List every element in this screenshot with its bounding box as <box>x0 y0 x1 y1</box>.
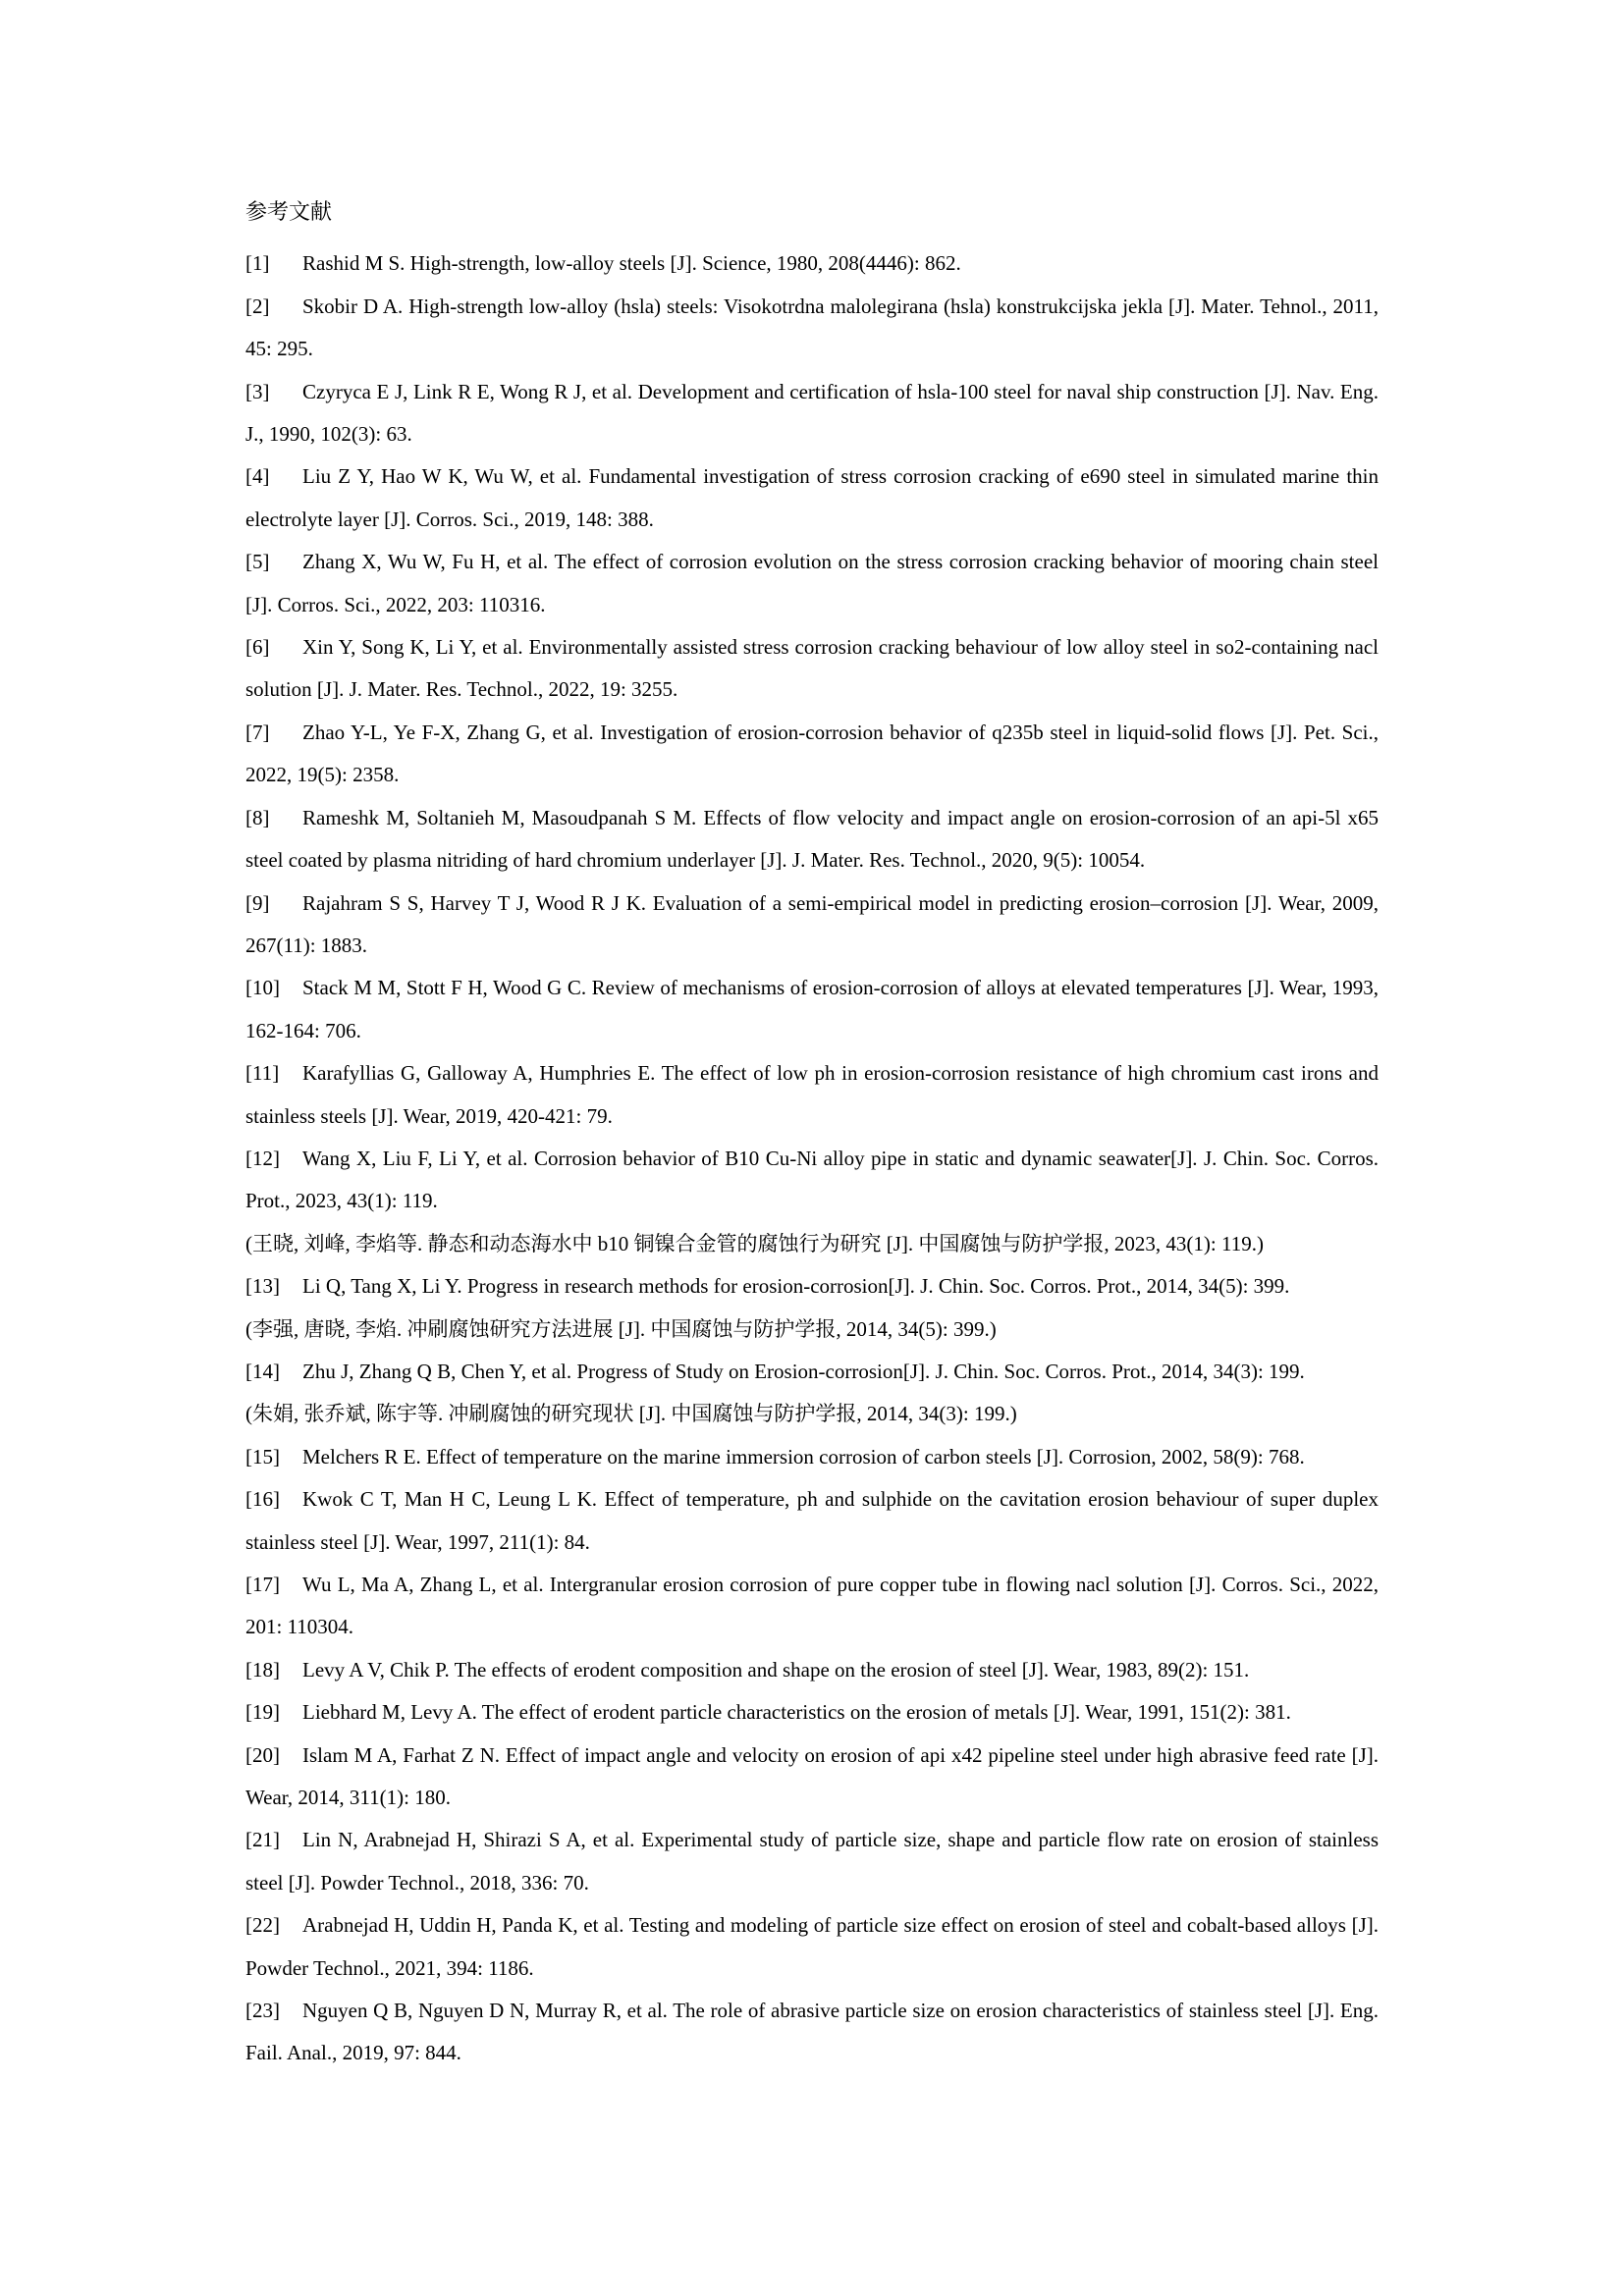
reference-chinese-text: (李强, 唐晓, 李焰. 冲刷腐蚀研究方法进展 [J]. 中国腐蚀与防护学报, 2014, 34(5): 399.) <box>245 1316 997 1341</box>
reference-list <box>245 242 1379 2074</box>
reference-text: Nguyen Q B, Nguyen D N, Murray R, et al. The role of abrasive particle size on erosion characteristics of stainless steel [J]. Eng. Fail. Anal., 2019, 97: 844. <box>245 1999 1379 2065</box>
reference-line <box>245 712 1379 797</box>
reference-entry <box>245 882 1379 968</box>
reference-text: Arabnejad H, Uddin H, Panda K, et al. Testing and modeling of particle size effect on erosion of steel and cobalt-based alloys [J]. Powder Technol., 2021, 394: 1186. <box>245 1913 1379 1980</box>
reference-line <box>245 1819 1379 1904</box>
reference-entry <box>245 242 1379 285</box>
reference-number: [2] <box>245 294 270 318</box>
reference-line <box>245 1990 1379 2075</box>
reference-text: Zhang X, Wu W, Fu H, et al. The effect of corrosion evolution on the stress corrosion cracking behavior of mooring chain steel [J]. Corros. Sci., 2022, 203: 110316. <box>245 550 1379 616</box>
reference-entry <box>245 1138 1379 1265</box>
reference-number: [21] <box>245 1828 280 1852</box>
reference-entry <box>245 1265 1379 1351</box>
reference-line <box>245 626 1379 712</box>
reference-line <box>245 1052 1379 1138</box>
reference-text: Liebhard M, Levy A. The effect of erodent particle characteristics on the erosion of metals [J]. Wear, 1991, 151(2): 381. <box>302 1700 1291 1725</box>
reference-entry <box>245 1351 1379 1436</box>
reference-line <box>245 1351 1379 1393</box>
reference-entry <box>245 371 1379 456</box>
reference-text: Xin Y, Song K, Li Y, et al. Environmentally assisted stress corrosion cracking behaviour of low alloy steel in so2-containing nacl solution [J]. J. Mater. Res. Technol., 2022, 19: 3255. <box>245 635 1379 702</box>
reference-line <box>245 1265 1379 1308</box>
reference-entry <box>245 626 1379 712</box>
reference-entry <box>245 1990 1379 2075</box>
reference-number: [3] <box>245 379 270 403</box>
reference-entry <box>245 712 1379 797</box>
reference-entry <box>245 1478 1379 1564</box>
reference-line <box>245 1735 1379 1820</box>
reference-number: [22] <box>245 1913 280 1938</box>
reference-chinese-text: (朱娟, 张乔斌, 陈宇等. 冲刷腐蚀的研究现状 [J]. 中国腐蚀与防护学报, 2014, 34(3): 199.) <box>245 1402 1017 1426</box>
reference-number: [11] <box>245 1061 280 1086</box>
reference-number: [8] <box>245 805 270 829</box>
reference-entry <box>245 455 1379 541</box>
reference-text: Liu Z Y, Hao W K, Wu W, et al. Fundamental investigation of stress corrosion cracking of e690 steel in simulated marine thin electrolyte layer [J]. Corros. Sci., 2019, 148: 388. <box>245 464 1379 531</box>
reference-line <box>245 1691 1379 1734</box>
reference-number: [15] <box>245 1444 280 1468</box>
reference-entry <box>245 1904 1379 1990</box>
reference-text: Zhu J, Zhang Q B, Chen Y, et al. Progress of Study on Erosion-corrosion[J]. J. Chin. Soc. Corros. Prot., 2014, 34(3): 199. <box>302 1359 1305 1383</box>
reference-text: Skobir D A. High-strength low-alloy (hsla) steels: Visokotrdna malolegirana (hsla) konstrukcijska jekla [J]. Mater. Tehnol., 2011, 45: 295. <box>245 294 1379 361</box>
reference-line <box>245 1564 1379 1649</box>
reference-entry <box>245 286 1379 371</box>
reference-line <box>245 1138 1379 1223</box>
reference-line <box>245 797 1379 882</box>
reference-number: [12] <box>245 1146 280 1170</box>
reference-number: [5] <box>245 550 270 574</box>
reference-text: Zhao Y-L, Ye F-X, Zhang G, et al. Investigation of erosion-corrosion behavior of q235b steel in liquid-solid flows [J]. Pet. Sci., 2022, 19(5): 2358. <box>245 720 1379 787</box>
reference-number: [10] <box>245 976 280 1000</box>
reference-number: [18] <box>245 1657 280 1682</box>
reference-line <box>245 1904 1379 1990</box>
reference-line <box>245 541 1379 626</box>
reference-entry <box>245 1052 1379 1138</box>
reference-line <box>245 242 1379 285</box>
reference-line <box>245 1436 1379 1478</box>
reference-entry <box>245 967 1379 1052</box>
references-heading: 参考文献 <box>245 199 333 224</box>
reference-chinese-text: (王晓, 刘峰, 李焰等. 静态和动态海水中 b10 铜镍合金管的腐蚀行为研究 [J]. 中国腐蚀与防护学报, 2023, 43(1): 119.) <box>245 1231 1264 1255</box>
reference-text: Czyryca E J, Link R E, Wong R J, et al. Development and certification of hsla-100 steel for naval ship construction [J]. Nav. Eng. J., 1990, 102(3): 63. <box>245 379 1379 447</box>
reference-text: Stack M M, Stott F H, Wood G C. Review of mechanisms of erosion-corrosion of alloys at elevated temperatures [J]. Wear, 1993, 162-164: 706. <box>245 976 1379 1042</box>
reference-number: [4] <box>245 464 270 489</box>
reference-entry <box>245 1691 1379 1734</box>
reference-text: Melchers R E. Effect of temperature on the marine immersion corrosion of carbon steels [J]. Corrosion, 2002, 58(9): 768. <box>302 1444 1305 1468</box>
reference-number: [16] <box>245 1487 280 1512</box>
reference-entry <box>245 1564 1379 1649</box>
reference-number: [19] <box>245 1700 280 1725</box>
reference-entry <box>245 1819 1379 1904</box>
reference-number: [6] <box>245 635 270 660</box>
reference-entry <box>245 797 1379 882</box>
reference-entry <box>245 1649 1379 1691</box>
reference-number: [1] <box>245 251 270 276</box>
reference-line <box>245 371 1379 456</box>
reference-number: [17] <box>245 1573 280 1596</box>
reference-line <box>245 286 1379 371</box>
reference-text: Wang X, Liu F, Li Y, et al. Corrosion behavior of B10 Cu-Ni alloy pipe in static and dynamic seawater[J]. J. Chin. Soc. Corros. Prot., 2023, 43(1): 119. <box>245 1146 1379 1213</box>
reference-line <box>245 455 1379 541</box>
reference-number: [7] <box>245 720 270 744</box>
reference-text: Wu L, Ma A, Zhang L, et al. Intergranular erosion corrosion of pure copper tube in flowing nacl solution [J]. Corros. Sci., 2022, 201: 110304. <box>245 1573 1379 1639</box>
reference-text: Lin N, Arabnejad H, Shirazi S A, et al. Experimental study of particle size, shape and particle flow rate on erosion of stainless steel [J]. Powder Technol., 2018, 336: 70. <box>245 1828 1379 1895</box>
reference-text: Kwok C T, Man H C, Leung L K. Effect of temperature, ph and sulphide on the cavitation erosion behaviour of super duplex stainless steel [J]. Wear, 1997, 211(1): 84. <box>245 1487 1379 1554</box>
reference-number: [23] <box>245 1999 280 2023</box>
reference-line <box>245 1478 1379 1564</box>
reference-text: Karafyllias G, Galloway A, Humphries E. The effect of low ph in erosion-corrosion resistance of high chromium cast irons and stainless steels [J]. Wear, 2019, 420-421: 79. <box>245 1061 1379 1128</box>
reference-text: Rajahram S S, Harvey T J, Wood R J K. Evaluation of a semi-empirical model in predicting erosion–corrosion [J]. Wear, 2009, 267(11): 1883. <box>245 890 1379 957</box>
reference-text: Li Q, Tang X, Li Y. Progress in research methods for erosion-corrosion[J]. J. Chin. Soc. Corros. Prot., 2014, 34(5): 399. <box>302 1274 1290 1299</box>
reference-entry <box>245 1436 1379 1478</box>
reference-number: [13] <box>245 1274 280 1299</box>
reference-text: Levy A V, Chik P. The effects of erodent composition and shape on the erosion of steel [J]. Wear, 1983, 89(2): 151. <box>302 1657 1250 1682</box>
reference-line <box>245 967 1379 1052</box>
reference-line <box>245 1649 1379 1691</box>
reference-text: Rameshk M, Soltanieh M, Masoudpanah S M. Effects of flow velocity and impact angle on erosion-corrosion of an api-5l x65 steel coated by plasma nitriding of hard chromium underlayer [J]. J. Mater. Res. Technol., 2020, 9(5): 10054. <box>245 805 1379 873</box>
reference-line <box>245 882 1379 968</box>
reference-entry <box>245 1735 1379 1820</box>
reference-number: [20] <box>245 1742 280 1767</box>
reference-number: [14] <box>245 1359 280 1383</box>
reference-number: [9] <box>245 890 270 915</box>
reference-entry <box>245 541 1379 626</box>
reference-text: Islam M A, Farhat Z N. Effect of impact angle and velocity on erosion of api x42 pipeline steel under high abrasive feed rate [J]. Wear, 2014, 311(1): 180. <box>245 1742 1379 1810</box>
reference-text: Rashid M S. High-strength, low-alloy steels [J]. Science, 1980, 208(4446): 862. <box>302 251 961 276</box>
